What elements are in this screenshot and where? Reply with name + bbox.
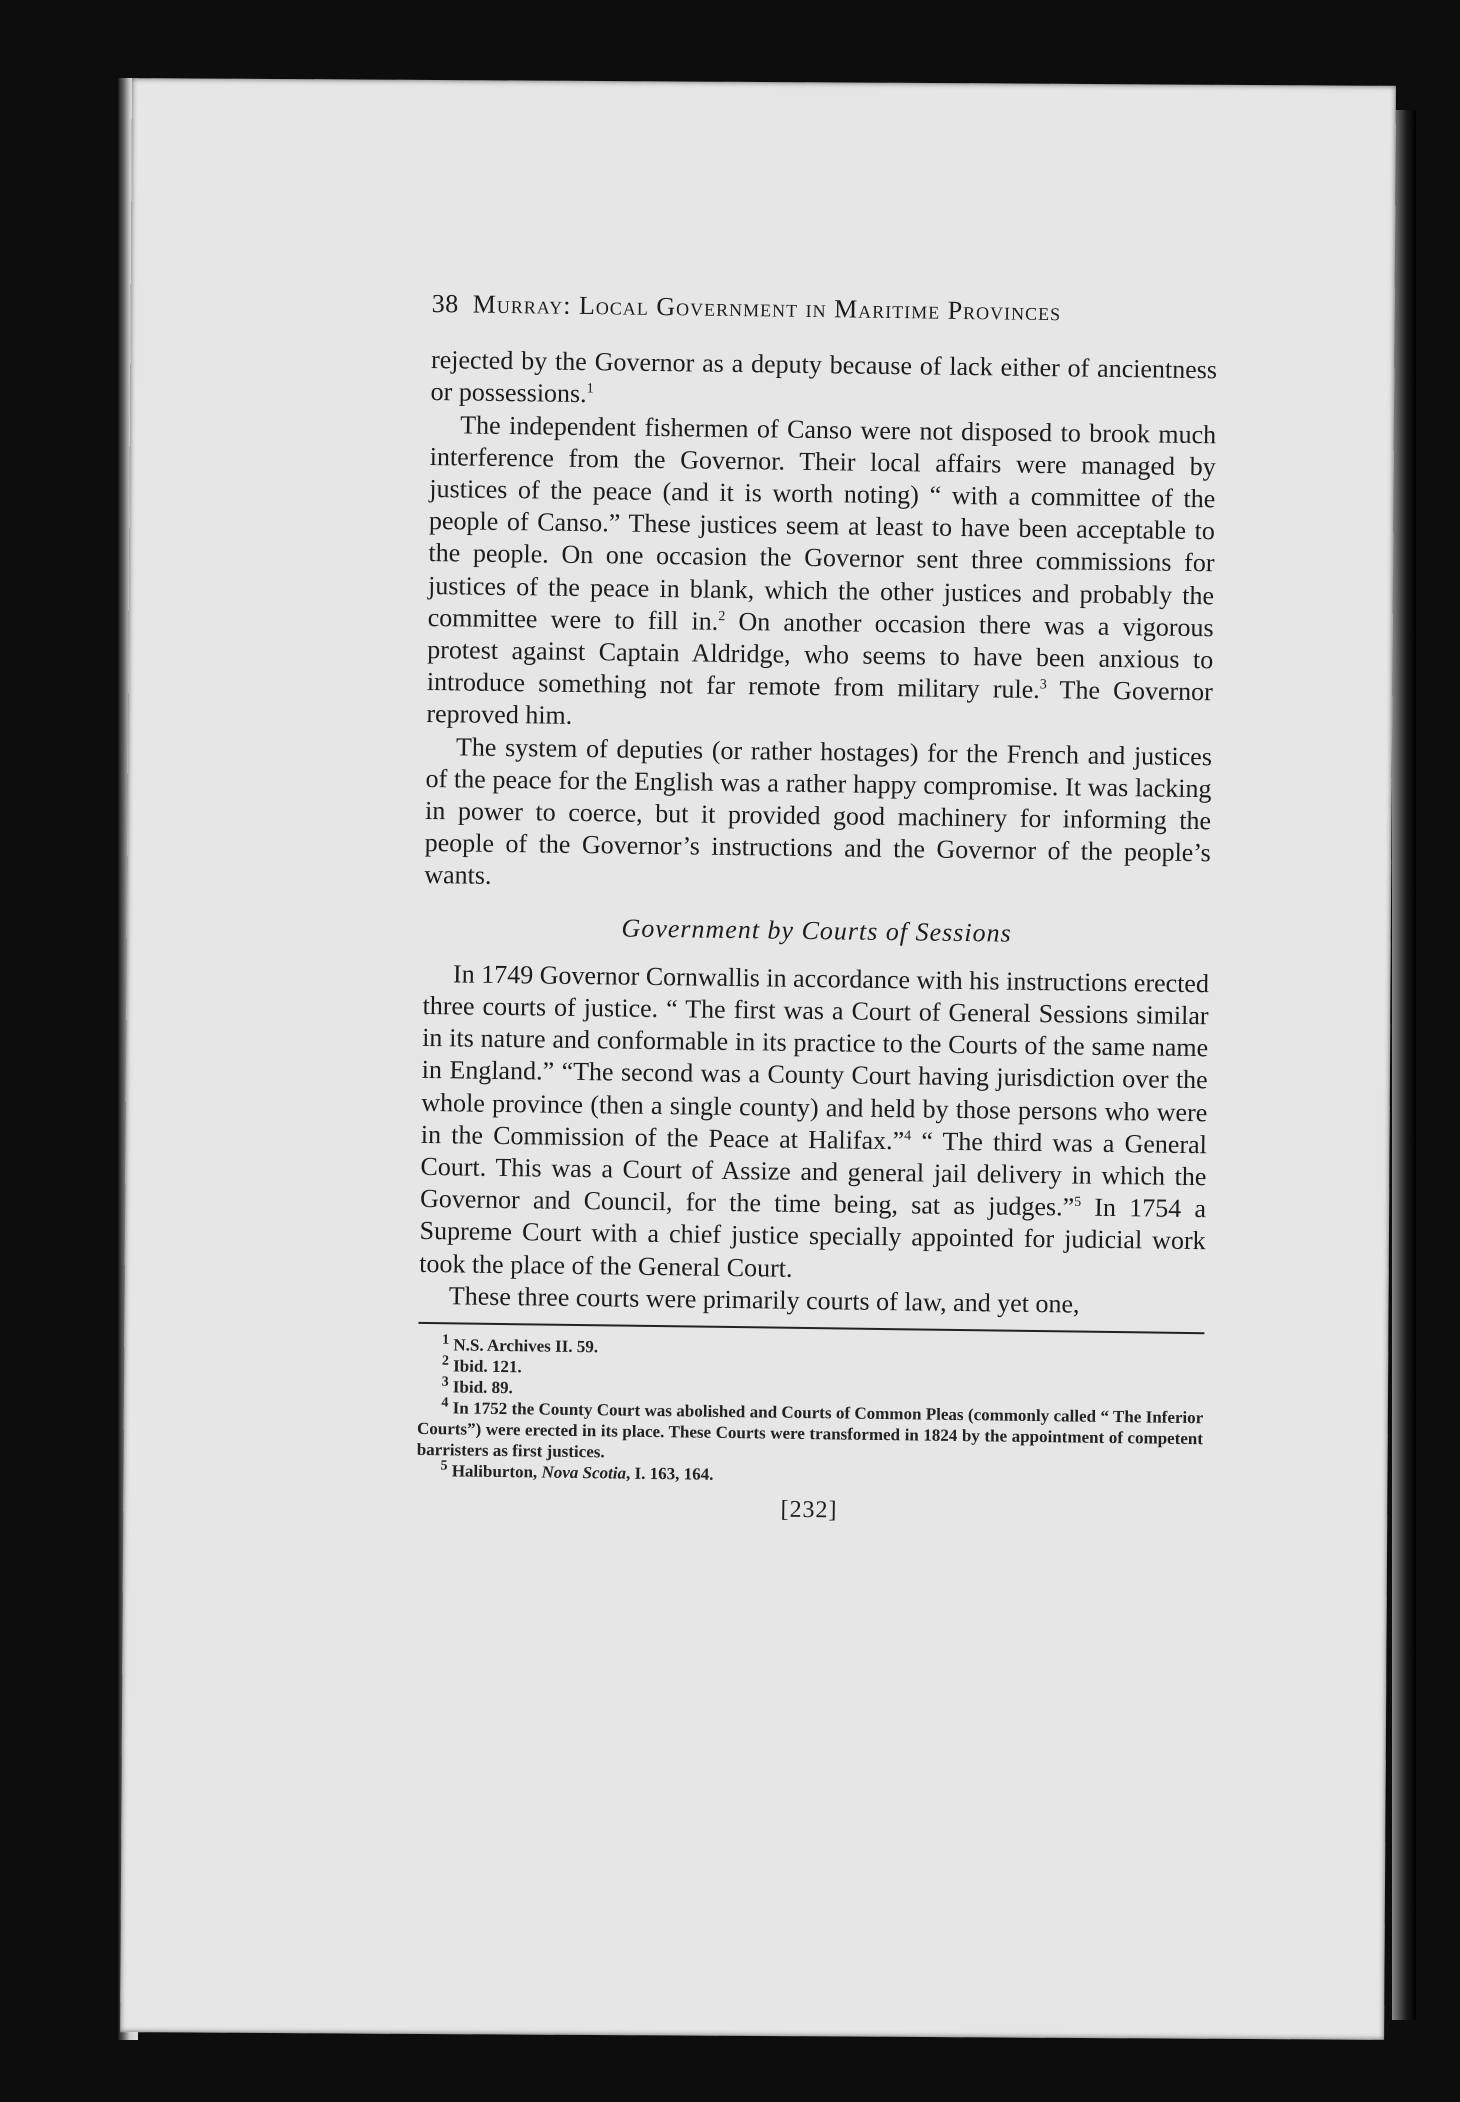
running-title: Murray: Local Government in Maritime Provinces [472,289,1062,327]
paragraph-text: The system of deputies (or rather hostages) for the French and justices of the peace for the English was a rather happy compromise. It was lacking in power to coerce, but it provided good machinery for informing the people of the Governor’s instructions and the Governor of the people’s wants. [424,731,1213,891]
paragraph-text: “ The third was a General Court. This was a Court of Assize and general jail delivery in which the Governor and Council, for the time being, sat as judges.” [419,1126,1208,1222]
section-title: Government by Courts of Sessions [621,913,1012,948]
footnote-ref: 2 [718,608,726,625]
footnote-mark: 4 [441,1395,449,1411]
paragraph-text: rejected by the Governor as a deputy because of lack either of ancientness or possessions. [430,345,1218,409]
paragraph-text: In 1749 Governor Cornwallis in accordance with his instructions erected three courts of justice. “ The first was a Court of General Sessions similar in its nature and conformable in its practice to the Courts of the same name in England.” “The second was a County Court having jurisdiction over the whole province (then a single county) and held by those persons who were in the Commission of the Peace at Halifax.” [420,959,1210,1156]
page-right-edge [1392,110,1416,2020]
page-content [416,288,1218,1531]
footnote-rule [418,1322,1204,1334]
footnote-text: In 1752 the County Court was abolished and Courts of Common Pleas (commonly called “ The Inferior Courts”) were erected in its place. These Courts were transformed in 1824 by the appointment of competent barristers as first justices. [416,1398,1204,1462]
paragraph-text: The Governor reproved him. [426,675,1213,731]
paragraph [426,409,1216,741]
paragraph [430,344,1217,419]
footnote-ref: 1 [586,381,594,397]
paragraph-text: In 1754 a Supreme Court with a chief justice specially appointed for judicial work took the place of the General Court. [419,1193,1207,1283]
footnotes [416,1334,1204,1491]
footnote-ref: 3 [1039,677,1047,693]
page-number: 38 [431,288,459,319]
paragraph-text: These three courts were primarily courts of law, and yet one, [448,1281,1080,1319]
footnote-mark: 1 [442,1332,450,1348]
paragraph [424,731,1212,902]
paragraph-text: On another occasion there was a vigorous protest against Captain Aldridge, who seems to have been anxious to introduce something not far remote from military rule. [426,606,1214,705]
footnote-text: Haliburton, [451,1461,542,1482]
paragraph [419,958,1209,1290]
footnote-mark: 2 [441,1353,450,1369]
footnote-text: Ibid. 89. [452,1377,513,1398]
footnote-mark: 3 [441,1374,449,1390]
footnote-text: Ibid. 121. [453,1356,522,1377]
footnote-text: N.S. Archives II. 59. [453,1335,599,1357]
paragraph-text: The independent fishermen of Canso were not disposed to brook much interference from the Governor. Their local affairs were managed by justices of the peace (and it is worth noting) “ with a committee of the people of Canso.” These justices seem at least to have been acceptable to the people. On one occasion the Governor sent three commissions for justices of the peace in blank, which the other justices and probably the committee were to fill in. [427,409,1217,636]
footnote-text: Nova Scotia [541,1462,627,1483]
footnote [417,1397,1204,1470]
footnote-ref: 5 [1074,1195,1082,1211]
footnote-mark: 5 [440,1458,448,1474]
footnote-text: , I. 163, 164. [625,1463,714,1484]
footnote-ref: 4 [904,1128,912,1144]
folio: [232] [780,1496,838,1524]
